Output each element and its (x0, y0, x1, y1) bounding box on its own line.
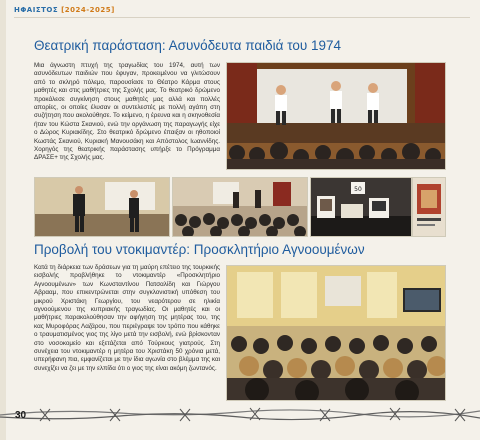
display-sign-number: 50 (354, 186, 362, 193)
barbed-wire-decoration (0, 395, 480, 430)
magazine-name: ΗΦΑΙΣΤΟΣ (14, 6, 59, 14)
page-edge (0, 0, 6, 440)
theatre-stage-photo (226, 62, 446, 170)
display-table-photo (310, 177, 412, 237)
documentary-screening-photo (226, 265, 446, 401)
page-number: 30 (15, 410, 27, 421)
article2-title: Προβολή του ντοκιμαντέρ: Προσκλητήριο Αγνοουμένων (34, 242, 365, 257)
article1-body: Μια άγνωστη πτυχή της τραγωδίας του 1974, αυτή των ασυνόδευτων παιδιών που έφυγαν, προκειμένου να γλιτώσουν από το σκληρό πόλεμο, παρουσίασε το Θέατρο Κάρμα στους μαθητές και στις μαθήτριες της Σχολής μας. Το θεατρικό δρώμενο προκάλεσε συγκίνηση στους μαθητές μας αλλά και πολλές απορίες, οι οποίες έλυσαν οι συντελεστές με πολλή αγάπη στη συζήτηση που ακολούθησε. Το κείμενο, η έρευνα και η σκηνοθεσία ήταν του Κώστα Σκανιού, ενώ την οργάνωση της παραγωγής είχε ο Δώρος Κυριακίδης. Στο θεατρικό δρώμενο έπαιξαν οι ηθοποιοί Κωστάς Σκανιού, Κυριακή Μανουσάκη και Απόστολος Ιωαννίδης. Χορηγός της θεατρικής παράστασης υπήρξε το Πρόγραμμα ΔΡΑΣΕ+ της Σχολής μας. (34, 62, 220, 162)
article1-title: Θεατρική παράσταση: Ασυνόδευτα παιδιά του 1974 (34, 38, 342, 53)
header-rule (14, 17, 470, 18)
magazine-years: [2024-2025] (61, 6, 115, 14)
article2-body: Κατά τη διάρκεια των δράσεων για τη μαύρη επέτειο της τουρκικής εισβολής προβλήθηκε το ντοκιμαντέρ «Προσκλητήριο Αγνοουμένων» των Κωνσταντίνου Πατσαλίδη και Γιώργου Αβρααμ, που επικεντρώνεται στην συγκλονιστική υπόθεση του μικρού Χριστάκη Γεωργίου, του νεαρότερου σε ηλικία αγνοούμενου της κυπριακής τραγωδίας. Οι μαθητές και οι μαθήτριες παρακολούθησαν την αφήγηση της μητέρας του, της κας Μυροφόρας Λαζάρου, που περιέγραψε τον τρόπο που κάθηκε ο τραυματισμένος γιος της λίγο μετά την εισβολή, ενώ βρίσκονταν στο νοσοκομείο και εξετάζεται από Τούρκους γιατρούς. Στη συνέχεια του ντοκιμαντέρ η μητέρα του Χριστάκη 50 χρόνια μετά, υπερήφανη πια, εμφανίζεται με την ίδια αγωνία στο βλέμμα της και συνεχίζει να ζει με την ελπίδα ότι ο γιος της είναι ακόμη ζωντανός. (34, 264, 220, 372)
school-hall-photo (172, 177, 308, 237)
running-header (14, 6, 115, 14)
speaker-photo (34, 177, 170, 237)
poster-photo (412, 177, 446, 237)
